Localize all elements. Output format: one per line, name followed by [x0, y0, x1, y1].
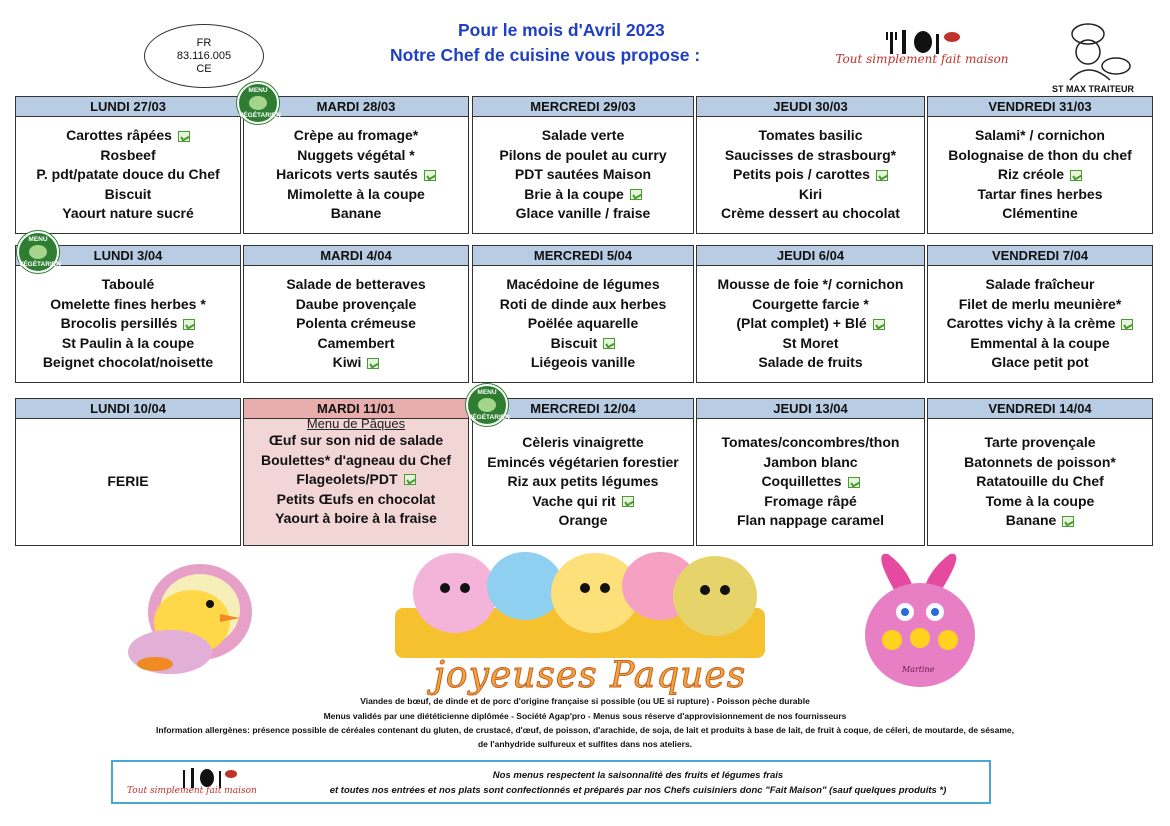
menu-item [799, 185, 822, 205]
menu-item-label: Salade fraîcheur [985, 276, 1095, 293]
menu-item-label: Kiwi [332, 354, 362, 371]
menu-item-label: Petits Œufs en chocolat [276, 490, 436, 507]
menu-item-label: Tomates/concombres/thon [721, 434, 900, 451]
menu-item [721, 204, 900, 224]
day-menu [928, 266, 1152, 382]
menu-item [107, 472, 148, 492]
menu-item-label: Coquillettes [761, 473, 842, 490]
badge-text-bottom: VÉGÉTARIEN [468, 414, 510, 421]
fait-maison-line-1: Nos menus respectent la saisonnalité des fruits et légumes frais [492, 770, 784, 781]
menu-item [294, 126, 418, 146]
organic-leaf-icon [630, 189, 642, 200]
menu-item-label: Nuggets végétal * [297, 146, 415, 163]
menu-item-label: Kiri [798, 185, 823, 202]
chef-mascot-icon [1050, 20, 1140, 90]
menu-item [508, 472, 659, 492]
menu-item [947, 314, 1134, 334]
menu-item [783, 334, 839, 354]
menu-item-label: Tarte provençale [984, 434, 1096, 451]
menu-item-label: Banane [330, 205, 382, 222]
day-header: JEUDI 30/03 [697, 97, 924, 117]
menu-item-label: Crèpe au fromage* [293, 127, 419, 144]
menu-item-label: Emincés végétarien forestier [487, 453, 679, 470]
menu-item [736, 314, 884, 334]
menu-item [36, 165, 219, 185]
organic-leaf-icon [1070, 170, 1082, 181]
menu-item-label: Batonnets de poisson* [964, 453, 1116, 470]
menu-item-label: Glace vanille / fraise [515, 205, 651, 222]
menu-item-label: Ratatouille du Chef [976, 473, 1104, 490]
menu-item-label: Salami* / cornichon [975, 127, 1105, 144]
menu-item-label: St Paulin à la coupe [61, 334, 195, 351]
menu-item-label: Yaourt à boire à la fraise [275, 510, 437, 526]
menu-item-label: Yaourt nature sucré [62, 205, 194, 222]
day-header: JEUDI 13/04 [697, 399, 924, 419]
menu-item-label: Crème dessert au chocolat [721, 205, 900, 222]
page-title [390, 18, 790, 68]
menu-item [50, 295, 206, 315]
menu-item-label: Riz créole [997, 166, 1065, 183]
vegetable-icon [478, 398, 496, 412]
footer-allergens-note: Information allergènes: présence possible de céréales contenant du gluten, de crustacé, d'œuf, de poisson, d'arachide, de soja, de lait et produits à base de lait, de fruit à coque, de céleri, de moutarde, de sésame, [155, 725, 1015, 735]
day-header: VENDREDI 14/04 [928, 399, 1152, 419]
day-menu [244, 416, 468, 545]
egg-signature: Martine [902, 665, 935, 674]
menu-item-label: Daube provençale [295, 295, 417, 312]
organic-leaf-icon [848, 477, 860, 488]
day-cell [243, 245, 469, 383]
footer-origin-note: Viandes de bœuf, de dinde et de porc d'origine française si possible (ou UE si rupture) - Poisson pèche durable [360, 696, 810, 706]
traiteur-name: ST MAX TRAITEUR [1052, 84, 1134, 94]
menu-item [516, 204, 651, 224]
menu-item-label: Macédoine de légumes [506, 276, 660, 293]
day-header: MERCREDI 5/04 [473, 246, 693, 266]
menu-item [66, 126, 190, 146]
menu-item [1002, 204, 1077, 224]
day-menu [697, 419, 924, 545]
menu-item [991, 353, 1088, 373]
menu-item-label: Fromage râpé [764, 492, 857, 509]
organic-leaf-icon [404, 474, 416, 485]
fait-maison-box [111, 760, 991, 804]
menu-item [558, 511, 607, 531]
day-cell [927, 96, 1153, 234]
day-menu [928, 117, 1152, 233]
menu-item [317, 334, 394, 354]
day-header: JEUDI 6/04 [697, 246, 924, 266]
menu-item [758, 353, 862, 373]
menu-item-label: Carottes râpées [66, 127, 172, 144]
menu-item [964, 453, 1116, 473]
day-header: MERCREDI 29/03 [473, 97, 693, 117]
menu-item [276, 165, 436, 185]
menu-item-label: PDT sautées Maison [514, 166, 652, 183]
menu-item [269, 431, 443, 451]
day-cell [927, 245, 1153, 383]
menu-item [542, 126, 625, 146]
day-cell [472, 96, 694, 234]
menu-item [986, 275, 1095, 295]
day-header: MERCREDI 12/04 [473, 399, 693, 419]
menu-item-label: FERIE [107, 473, 149, 490]
organic-leaf-icon [622, 496, 634, 507]
vegetarian-menu-badge [17, 231, 59, 273]
day-header: MARDI 4/04 [244, 246, 468, 266]
menu-item [277, 490, 436, 510]
organic-leaf-icon [603, 338, 615, 349]
vegetable-icon [249, 96, 267, 110]
menu-item [722, 433, 900, 453]
chick-in-egg-illustration [100, 552, 280, 687]
menu-item [333, 353, 380, 373]
menu-item-label: Bolognaise de thon du chef [948, 146, 1132, 163]
fait-maison-message [293, 768, 983, 798]
menu-item [532, 492, 633, 512]
menu-item [500, 295, 666, 315]
menu-item-label: Poëlée aquarelle [527, 315, 639, 332]
menu-item-label: Omelette fines herbes * [50, 295, 206, 312]
day-header: MARDI 28/03 [244, 97, 468, 117]
menu-item [296, 314, 416, 334]
menu-item-label: Camembert [317, 334, 395, 351]
badge-text-bottom: VÉGÉTARIEN [239, 112, 281, 119]
health-mark-oval [144, 24, 264, 88]
day-cell [696, 398, 925, 546]
easter-bunny-egg-illustration [840, 550, 1000, 690]
menu-item-label: Cèleris vinaigrette [522, 434, 644, 451]
menu-item-label: Saucisses de strasbourg* [724, 146, 897, 163]
badge-text-top: MENU [248, 87, 268, 94]
organic-leaf-icon [873, 319, 885, 330]
day-cell [696, 245, 925, 383]
menu-item-label: Biscuit [550, 334, 598, 351]
fait-maison-logo [802, 28, 1042, 78]
menu-item [296, 470, 415, 490]
day-menu [16, 266, 240, 382]
organic-leaf-icon [367, 358, 379, 369]
day-cell [696, 96, 925, 234]
badge-text-bottom: VÉGÉTARIEN [19, 261, 61, 268]
menu-item-label: Filet de merlu meunière* [958, 295, 1122, 312]
menu-item [522, 433, 643, 453]
menu-item-label: Glace petit pot [991, 354, 1089, 371]
menu-item [286, 275, 425, 295]
menu-item [43, 353, 213, 373]
day-menu [16, 117, 240, 233]
menu-item [100, 146, 155, 166]
menu-item-label: Mimolette à la coupe [287, 185, 425, 202]
day-menu [473, 266, 693, 382]
menu-item-label: Haricots verts sautés [276, 166, 418, 183]
health-mark-line: CE [196, 62, 212, 75]
menu-item [977, 185, 1102, 205]
day-cell [243, 398, 469, 546]
menu-item-label: Jambon blanc [763, 453, 858, 470]
badge-text-top: MENU [28, 236, 48, 243]
menu-subtitle: Menu de Pâques [306, 416, 406, 431]
menu-item-label: Liégeois vanille [530, 354, 636, 371]
day-header: LUNDI 27/03 [16, 97, 240, 117]
menu-item-label: Carottes vichy à la crème [946, 315, 1116, 332]
menu-item [733, 165, 888, 185]
menu-item [506, 275, 659, 295]
menu-item-label: Vache qui rit [532, 492, 616, 509]
day-header: VENDREDI 31/03 [928, 97, 1152, 117]
menu-item [959, 295, 1122, 315]
day-menu [473, 117, 693, 233]
organic-leaf-icon [1062, 516, 1074, 527]
menu-item [976, 472, 1104, 492]
menu-item-label: Brocolis persillés [60, 315, 178, 332]
menu-item [287, 185, 425, 205]
fait-maison-logo-small [123, 766, 273, 800]
day-menu [244, 117, 468, 233]
menu-item [984, 433, 1095, 453]
menu-item [1006, 511, 1075, 531]
menu-item [261, 451, 451, 471]
menu-item [331, 204, 382, 224]
menu-item-label: P. pdt/patate douce du Chef [36, 166, 220, 183]
menu-item [499, 146, 666, 166]
menu-item-label: Flan nappage caramel [736, 512, 885, 529]
menu-item [61, 314, 196, 334]
menu-item-label: Rosbeef [100, 146, 156, 163]
menu-item-label: Emmental à la coupe [970, 334, 1110, 351]
day-header: LUNDI 3/04 [16, 246, 240, 266]
menu-item [763, 453, 857, 473]
menu-item-label: Tome à la coupe [985, 492, 1095, 509]
menu-item-label: Courgette farcie * [752, 295, 869, 312]
organic-leaf-icon [183, 319, 195, 330]
menu-item [998, 165, 1082, 185]
menu-item [105, 185, 152, 205]
menu-item [752, 295, 869, 315]
menu-item [761, 472, 859, 492]
fait-maison-text: Tout simplement fait maison [835, 52, 1009, 66]
menu-item-label: Tomates basilic [758, 127, 863, 144]
menu-item-label: Beignet chocolat/noisette [42, 354, 214, 371]
menu-item [524, 185, 642, 205]
vegetable-icon [29, 245, 47, 259]
menu-item-label: Banane [1005, 512, 1057, 529]
day-header: VENDREDI 7/04 [928, 246, 1152, 266]
day-menu [928, 419, 1152, 545]
menu-item-label: Salade verte [541, 127, 625, 144]
day-cell [927, 398, 1153, 546]
menu-item-label: Pilons de poulet au curry [499, 146, 667, 163]
menu-item-label: St Moret [782, 334, 839, 351]
menu-item-label: Flageolets/PDT [296, 471, 398, 487]
menu-item-label: Tartar fines herbes [977, 185, 1103, 202]
menu-item-label: Petits pois / carottes [733, 166, 870, 183]
day-header: LUNDI 10/04 [16, 399, 240, 419]
menu-item-label: Clémentine [1002, 205, 1078, 222]
menu-item [764, 492, 857, 512]
organic-leaf-icon [876, 170, 888, 181]
title-line-2: Notre Chef de cuisine vous propose : [390, 45, 701, 65]
footer-validation-note: Menus validés par une diététicienne diplômée - Société Agap'pro - Menus sous réserve d'approvisionnement de nos fournisseurs [323, 711, 847, 721]
menu-item-label: Polenta crémeuse [296, 315, 416, 332]
menu-item-label: Roti de dinde aux herbes [499, 295, 667, 312]
menu-item [62, 204, 194, 224]
day-menu [16, 419, 240, 545]
day-cell [472, 245, 694, 383]
menu-item [515, 165, 651, 185]
menu-item-label: Salade de betteraves [286, 276, 426, 293]
menu-item-label: Salade de fruits [758, 354, 863, 371]
fait-maison-line-2: et toutes nos entrées et nos plats sont confectionnés et préparés par nos Chefs cuisiniers donc "Fait Maison" (sauf quelques produits *) [329, 785, 947, 796]
day-cell [15, 398, 241, 546]
menu-item-label: Œuf sur son nid de salade [268, 432, 444, 448]
menu-item-label: Mousse de foie */ cornichon [717, 276, 904, 293]
day-menu [697, 117, 924, 233]
day-menu [697, 266, 924, 382]
menu-item [970, 334, 1109, 354]
menu-item [986, 492, 1095, 512]
menu-item-label: Brie à la coupe [524, 185, 624, 202]
easter-eggs-tray-illustration [395, 548, 765, 658]
menu-item-label: Orange [558, 512, 608, 529]
menu-item [718, 275, 904, 295]
menu-item [296, 295, 417, 315]
vegetarian-menu-badge [466, 384, 508, 426]
vegetarian-menu-badge [237, 82, 279, 124]
menu-item-label: (Plat complet) + Blé [736, 315, 867, 332]
health-mark-line: 83.116.005 [176, 49, 232, 62]
title-line-1: Pour le mois d'Avril 2023 [458, 20, 665, 40]
menu-item [531, 353, 635, 373]
menu-item [948, 146, 1132, 166]
menu-item [102, 275, 155, 295]
fait-maison-text: Tout simplement fait maison [127, 786, 257, 796]
day-cell [15, 96, 241, 234]
menu-item [758, 126, 862, 146]
menu-item-label: Biscuit [104, 185, 152, 202]
easter-greeting: joyeuses Paques [433, 655, 747, 696]
organic-leaf-icon [424, 170, 436, 181]
menu-item [62, 334, 194, 354]
menu-item-label: Riz aux petits légumes [507, 473, 659, 490]
badge-text-top: MENU [477, 389, 497, 396]
menu-item [528, 314, 639, 334]
menu-item [487, 453, 678, 473]
health-mark-line: FR [196, 36, 212, 49]
organic-leaf-icon [1121, 319, 1133, 330]
chef-utensils-icon [123, 766, 273, 800]
menu-item [725, 146, 896, 166]
day-menu [244, 266, 468, 382]
menu-item [551, 334, 616, 354]
day-header: MARDI 11/01 [244, 399, 468, 419]
menu-item [975, 126, 1105, 146]
day-menu [473, 419, 693, 545]
organic-leaf-icon [178, 131, 190, 142]
menu-item [297, 146, 414, 166]
menu-item [275, 509, 437, 529]
menu-item-label: Boulettes* d'agneau du Chef [260, 451, 451, 468]
menu-item-label: Taboulé [101, 276, 155, 293]
menu-item [737, 511, 884, 531]
footer-allergens-note-cont: de l'anhydride sulfureux et sulfites dans nos ateliers. [477, 739, 693, 749]
